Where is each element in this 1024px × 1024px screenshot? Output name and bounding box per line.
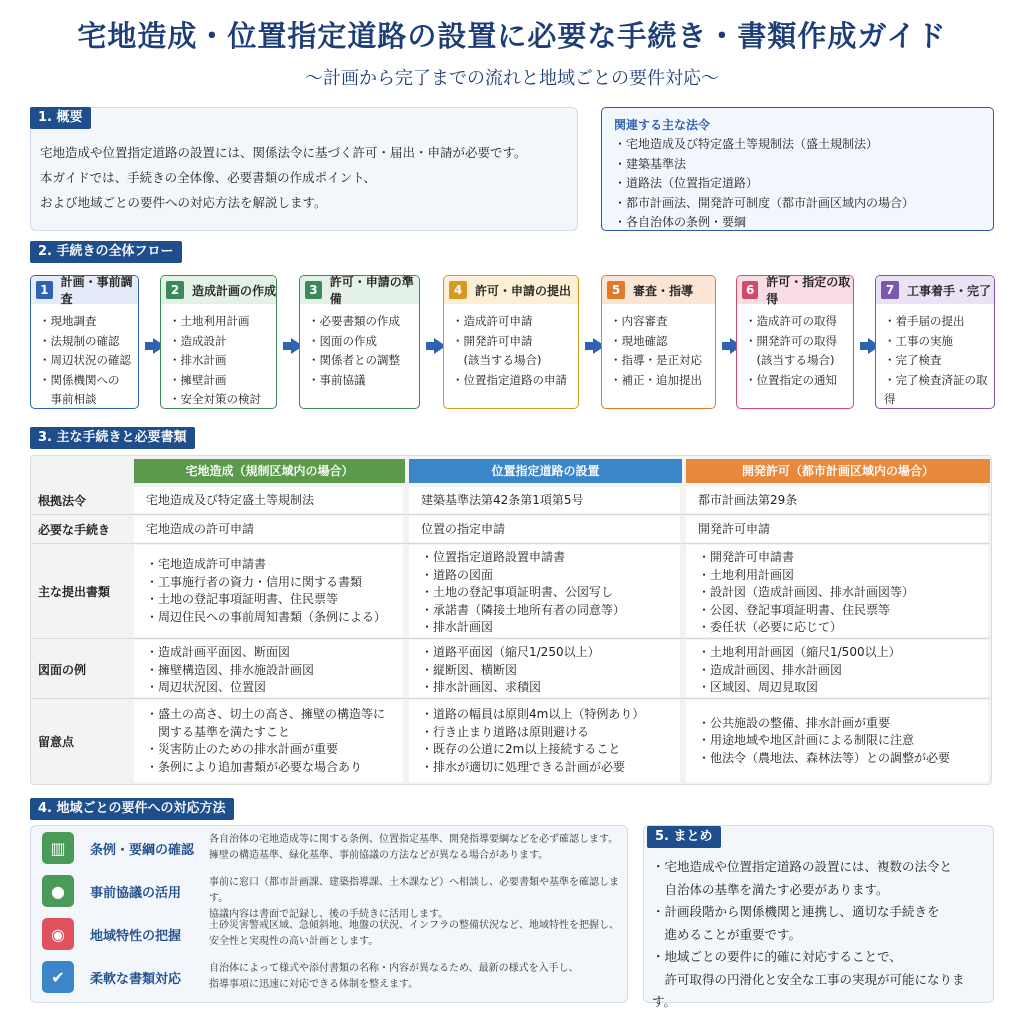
table-cell (146, 492, 401, 510)
regional-item-description (209, 961, 629, 993)
table-cell-line: ・周辺住民への事前周知書類（条例による） (146, 609, 387, 624)
table-cell-line: ・開発許可申請書 (698, 550, 795, 564)
flow-step-item: ・安全対策の検討 (169, 392, 261, 406)
flow-step-items (161, 304, 276, 410)
table-cell-line: 建築基準法第42条第1項第5号 (421, 493, 584, 507)
table-cell (146, 644, 401, 697)
table-cell (421, 644, 678, 697)
regional-desc-line: 各自治体の宅地造成等に関する条例、位置指定基準、開発指導要綱などを必ず確認します。 (209, 834, 619, 845)
flow-step-item: ・着手届の提出 (884, 314, 965, 328)
building-icon: ▥ (42, 832, 74, 864)
table-cell-line: ・位置指定道路設置申請書 (421, 550, 566, 564)
flow-step-label: 計画・事前調査 (60, 275, 133, 306)
step-number-badge: 6 (742, 281, 758, 299)
flow-step-item: ・工事の実施 (884, 333, 953, 348)
procedures-heading: 3. 主な手続きと必要書類 (30, 427, 195, 449)
table-cell-line: ・道路平面図（縮尺1/250以上） (421, 645, 600, 659)
table-cell-line: ・排水計画図、求積図 (421, 680, 542, 694)
flow-step-items (602, 304, 715, 390)
flow-step-item: ・現地調査 (39, 314, 97, 328)
table-row-label: 必要な手続き (38, 523, 111, 537)
flow-step-items (300, 304, 419, 390)
regional-item (42, 832, 622, 872)
summary-line: ・地域ごとの要件に的確に対応することで、 (652, 949, 902, 964)
table-cell (421, 492, 678, 510)
flow-step-label: 造成計画の作成 (192, 283, 277, 298)
table-cell-line: ・公図、登記事項証明書、住民票等 (698, 602, 891, 617)
flow-step-item: ・完了検査 (884, 353, 942, 367)
table-cell-line: ・設計図（造成計画図、排水計画図等） (698, 585, 915, 599)
table-cell-line: ・道路の図面 (421, 567, 494, 582)
table-cell-line: ・承諾書（隣接土地所有者の同意等） (421, 602, 626, 617)
flow-step-items (31, 304, 138, 410)
table-row-label: 根拠法令 (38, 494, 87, 508)
step-number-badge: 4 (449, 281, 467, 299)
table-cell-line: ・土地利用計画図 (698, 567, 795, 582)
regional-item-label: 地域特性の把握 (90, 929, 182, 944)
flow-step-item: ・関係者との調整 (308, 353, 400, 367)
table-cell (421, 706, 678, 776)
flow-step-item: ・造成許可申請 (452, 314, 533, 328)
table-cell-line: ・他法令（農地法、森林法等）との調整が必要 (698, 750, 951, 765)
table-cell-line: 都市計画法第29条 (698, 493, 798, 507)
table-cell-line: 宅地造成の許可申請 (146, 522, 255, 536)
flow-step-2 (160, 275, 277, 409)
table-cell-line: ・排水が適切に処理できる計画が必要 (421, 759, 626, 774)
overview-line: 宅地造成や位置指定道路の設置には、関係法令に基づく許可・届出・申請が必要です。 (40, 145, 527, 160)
flow-step-items (737, 304, 853, 390)
flow-step-item: ・排水計画 (169, 353, 227, 367)
table-cell-line: ・道路の幅員は原則4m以上（特例あり） (421, 707, 645, 721)
related-laws-title: 関連する主な法令 (614, 118, 711, 132)
flow-step-items (876, 304, 994, 410)
law-item: ・道路法（位置指定道路） (614, 176, 759, 190)
step-number-badge: 2 (166, 281, 184, 299)
chat-icon: ● (42, 875, 74, 907)
table-cell-line: ・造成計画平面図、断面図 (146, 645, 291, 659)
table-cell-line: ・縦断図、横断図 (421, 662, 518, 677)
regional-item-description (209, 875, 629, 923)
regional-item-label: 柔軟な書類対応 (90, 972, 182, 987)
regional-item-description (209, 918, 629, 950)
table-cell (698, 549, 986, 637)
overview-heading: 1. 概要 (30, 107, 91, 129)
flow-step-item: ・法規制の確認 (39, 333, 120, 348)
flow-step-item: ・事前協議 (308, 372, 366, 387)
flow-step-item: ・位置指定の通知 (745, 372, 837, 387)
flow-step-item: ・図面の作成 (308, 333, 377, 348)
flow-step-item: ・周辺状況の確認 (39, 353, 131, 367)
table-cell (698, 521, 986, 539)
flow-step-label: 許可・指定の取得 (766, 275, 851, 306)
flow-step-1 (30, 275, 139, 409)
table-cell-line: ・宅地造成許可申請書 (146, 557, 267, 571)
table-cell-line: ・委任状（必要に応じて） (698, 620, 843, 634)
location-pin-icon: ◉ (42, 918, 74, 950)
law-item: ・都市計画法、開発許可制度（都市計画区域内の場合） (614, 195, 915, 210)
summary-line: ・計画段階から関係機関と連携し、適切な手続きを (652, 904, 940, 919)
regional-desc-line: 擁壁の構造基準、緑化基準、事前協議の方法などが異なる場合があります。 (209, 850, 549, 861)
check-icon: ✔ (42, 961, 74, 993)
flow-step-item: ・指導・是正対応 (610, 353, 702, 367)
law-item: ・宅地造成及び特定盛土等規制法（盛土規制法） (614, 137, 879, 151)
flow-step-item: ・擁壁計画 (169, 372, 227, 387)
flow-step-item: (該当する場合) (745, 353, 835, 367)
regional-item-label: 条例・要綱の確認 (90, 843, 195, 858)
overview-line: および地域ごとの要件への対応方法を解説します。 (40, 195, 327, 210)
flow-step-header (737, 276, 853, 304)
table-cell-line: ・用途地域や地区計画による制限に注意 (698, 733, 915, 748)
table-cell-line: ・土地の登記事項証明書、住民票等 (146, 592, 339, 606)
table-cell-line: ・排水計画図 (421, 620, 494, 634)
table-cell-line: ・盛土の高さ、切土の高さ、擁壁の構造等に (146, 707, 386, 721)
table-cell-line: 関する基準を満たすこと (146, 724, 291, 739)
step-number-badge: 1 (36, 281, 53, 299)
flow-step-label: 工事着手・完了 (907, 283, 992, 298)
flow-step-label: 審査・指導 (633, 283, 694, 298)
table-cell-line: ・周辺状況図、位置図 (146, 680, 267, 694)
table-row-label: 留意点 (38, 735, 75, 749)
table-cell-line: ・土地利用計画図（縮尺1/500以上） (698, 645, 901, 659)
regional-desc-line: 指導事項に迅速に対応できる体制を整えます。 (209, 979, 419, 990)
table-cell-line: ・災害防止のための排水計画が重要 (146, 742, 339, 756)
table-cell-line: 宅地造成及び特定盛土等規制法 (146, 493, 315, 507)
flow-step-item: ・必要書類の作成 (308, 314, 400, 328)
table-row-label: 主な提出書類 (38, 585, 111, 599)
flow-step-item: ・土地利用計画 (169, 314, 250, 328)
flow-step-header (876, 276, 994, 304)
table-row-label: 図面の例 (38, 662, 87, 677)
flow-step-item: (該当する場合) (452, 353, 542, 367)
flow-step-header (444, 276, 578, 304)
summary-line: 許可取得の円滑化と安全な工事の実現が可能になります。 (652, 971, 965, 1009)
law-item: ・各自治体の条例・要綱 (614, 215, 747, 229)
regional-desc-line: 協議内容は書面で記録し、後の手続きに活用します。 (209, 909, 449, 920)
regional-desc-line: 事前に窓口（都市計画課、建築指導課、土木課など）へ相談し、必要書類や基準を確認します。 (209, 877, 619, 904)
table-cell-line: ・行き止まり道路は原則避ける (421, 724, 590, 739)
table-cell (698, 644, 986, 697)
flow-step-header (602, 276, 715, 304)
table-column-header: 開発許可（都市計画区域内の場合） (686, 459, 990, 483)
table-row-divider (32, 514, 990, 515)
regional-item-description (209, 832, 629, 864)
page-subtitle: ～計画から完了までの流れと地域ごとの要件対応～ (305, 68, 719, 89)
regional-item (42, 961, 622, 1001)
flow-step-item: ・位置指定道路の申請 (452, 372, 567, 387)
table-column-header: 宅地造成（規制区域内の場合） (134, 459, 405, 483)
regional-desc-line: 安全性と実現性の高い計画とします。 (209, 936, 379, 947)
flow-step-header (31, 276, 138, 304)
flow-step-item: ・内容審査 (610, 314, 668, 328)
table-cell (146, 521, 401, 539)
summary-line: 進めることが重要です。 (652, 926, 802, 942)
table-cell-line: 開発許可申請 (698, 522, 771, 536)
related-laws-box (601, 107, 994, 231)
table-cell-line: ・工事施行者の資力・信用に関する書類 (146, 574, 363, 589)
flow-step-3 (299, 275, 420, 409)
table-cell-line: ・擁壁構造図、排水施設計画図 (146, 662, 315, 677)
table-cell-line: ・条例により追加書類が必要な場合あり (146, 759, 363, 774)
flow-step-header (300, 276, 419, 304)
flow-step-label: 許可・申請の提出 (475, 283, 572, 298)
table-cell (421, 549, 678, 637)
flow-step-4 (443, 275, 579, 409)
flow-heading: 2. 手続きの全体フロー (30, 241, 182, 263)
flow-step-item: ・現地確認 (610, 333, 668, 348)
flow-step-items (444, 304, 578, 390)
table-cell (421, 521, 678, 539)
step-number-badge: 5 (607, 281, 625, 299)
table-cell-line: ・既存の公道に2m以上接続すること (421, 742, 621, 756)
flow-step-item: ・開発許可の取得 (745, 333, 837, 348)
regional-desc-line: 土砂災害警戒区域、急傾斜地、地盤の状況、インフラの整備状況など、地域特性を把握し、 (209, 920, 619, 931)
summary-text (652, 856, 982, 1014)
table-cell (698, 492, 986, 510)
flow-step-item: ・完了検査済証の取得 (884, 372, 988, 406)
table-row-divider (32, 638, 990, 639)
flow-step-item: ・補正・追加提出 (610, 372, 702, 387)
table-cell (146, 706, 401, 776)
flow-step-item: ・開発許可申請 (452, 333, 533, 348)
table-cell-line: ・造成計画図、排水計画図 (698, 662, 843, 677)
regional-heading: 4. 地域ごとの要件への対応方法 (30, 798, 234, 820)
law-item: ・建築基準法 (614, 156, 687, 171)
flow-step-item: 事前相談 (39, 392, 97, 406)
flow-step-7 (875, 275, 995, 409)
summary-line: 自治体の基準を満たす必要があります。 (652, 881, 889, 897)
flow-step-6 (736, 275, 854, 409)
table-cell-line: ・区域図、周辺見取図 (698, 680, 819, 694)
step-number-badge: 3 (305, 281, 322, 299)
flow-step-header (161, 276, 276, 304)
flow-step-item: ・関係機関への (39, 372, 120, 387)
regional-item (42, 875, 622, 920)
flow-step-item: ・造成許可の取得 (745, 314, 837, 328)
flow-step-item: ・造成設計 (169, 333, 227, 348)
regional-item (42, 918, 622, 958)
regional-item-label: 事前協議の活用 (90, 886, 182, 901)
flow-step-5 (601, 275, 716, 409)
table-cell-line: ・公共施設の整備、排水計画が重要 (698, 715, 891, 730)
overview-line: 本ガイドでは、手続きの全体像、必要書類の作成ポイント、 (40, 170, 377, 185)
table-row-divider (32, 543, 990, 544)
table-cell (698, 715, 986, 768)
step-number-badge: 7 (881, 281, 899, 299)
summary-heading: 5. まとめ (647, 826, 721, 848)
flow-step-label: 許可・申請の準備 (329, 275, 414, 306)
table-cell (146, 556, 401, 626)
table-row-divider (32, 698, 990, 699)
overview-text (40, 140, 570, 215)
table-cell-line: 位置の指定申請 (421, 522, 506, 536)
table-cell-line: ・土地の登記事項証明書、公図写し (421, 585, 614, 599)
summary-line: ・宅地造成や位置指定道路の設置には、複数の法令と (652, 859, 953, 874)
table-column-header: 位置指定道路の設置 (409, 459, 682, 483)
page-title: 宅地造成・位置指定道路の設置に必要な手続き・書類作成ガイド (77, 19, 947, 53)
regional-desc-line: 自治体によって様式や添付書類の名称・内容が異なるため、最新の様式を入手し、 (209, 963, 579, 974)
